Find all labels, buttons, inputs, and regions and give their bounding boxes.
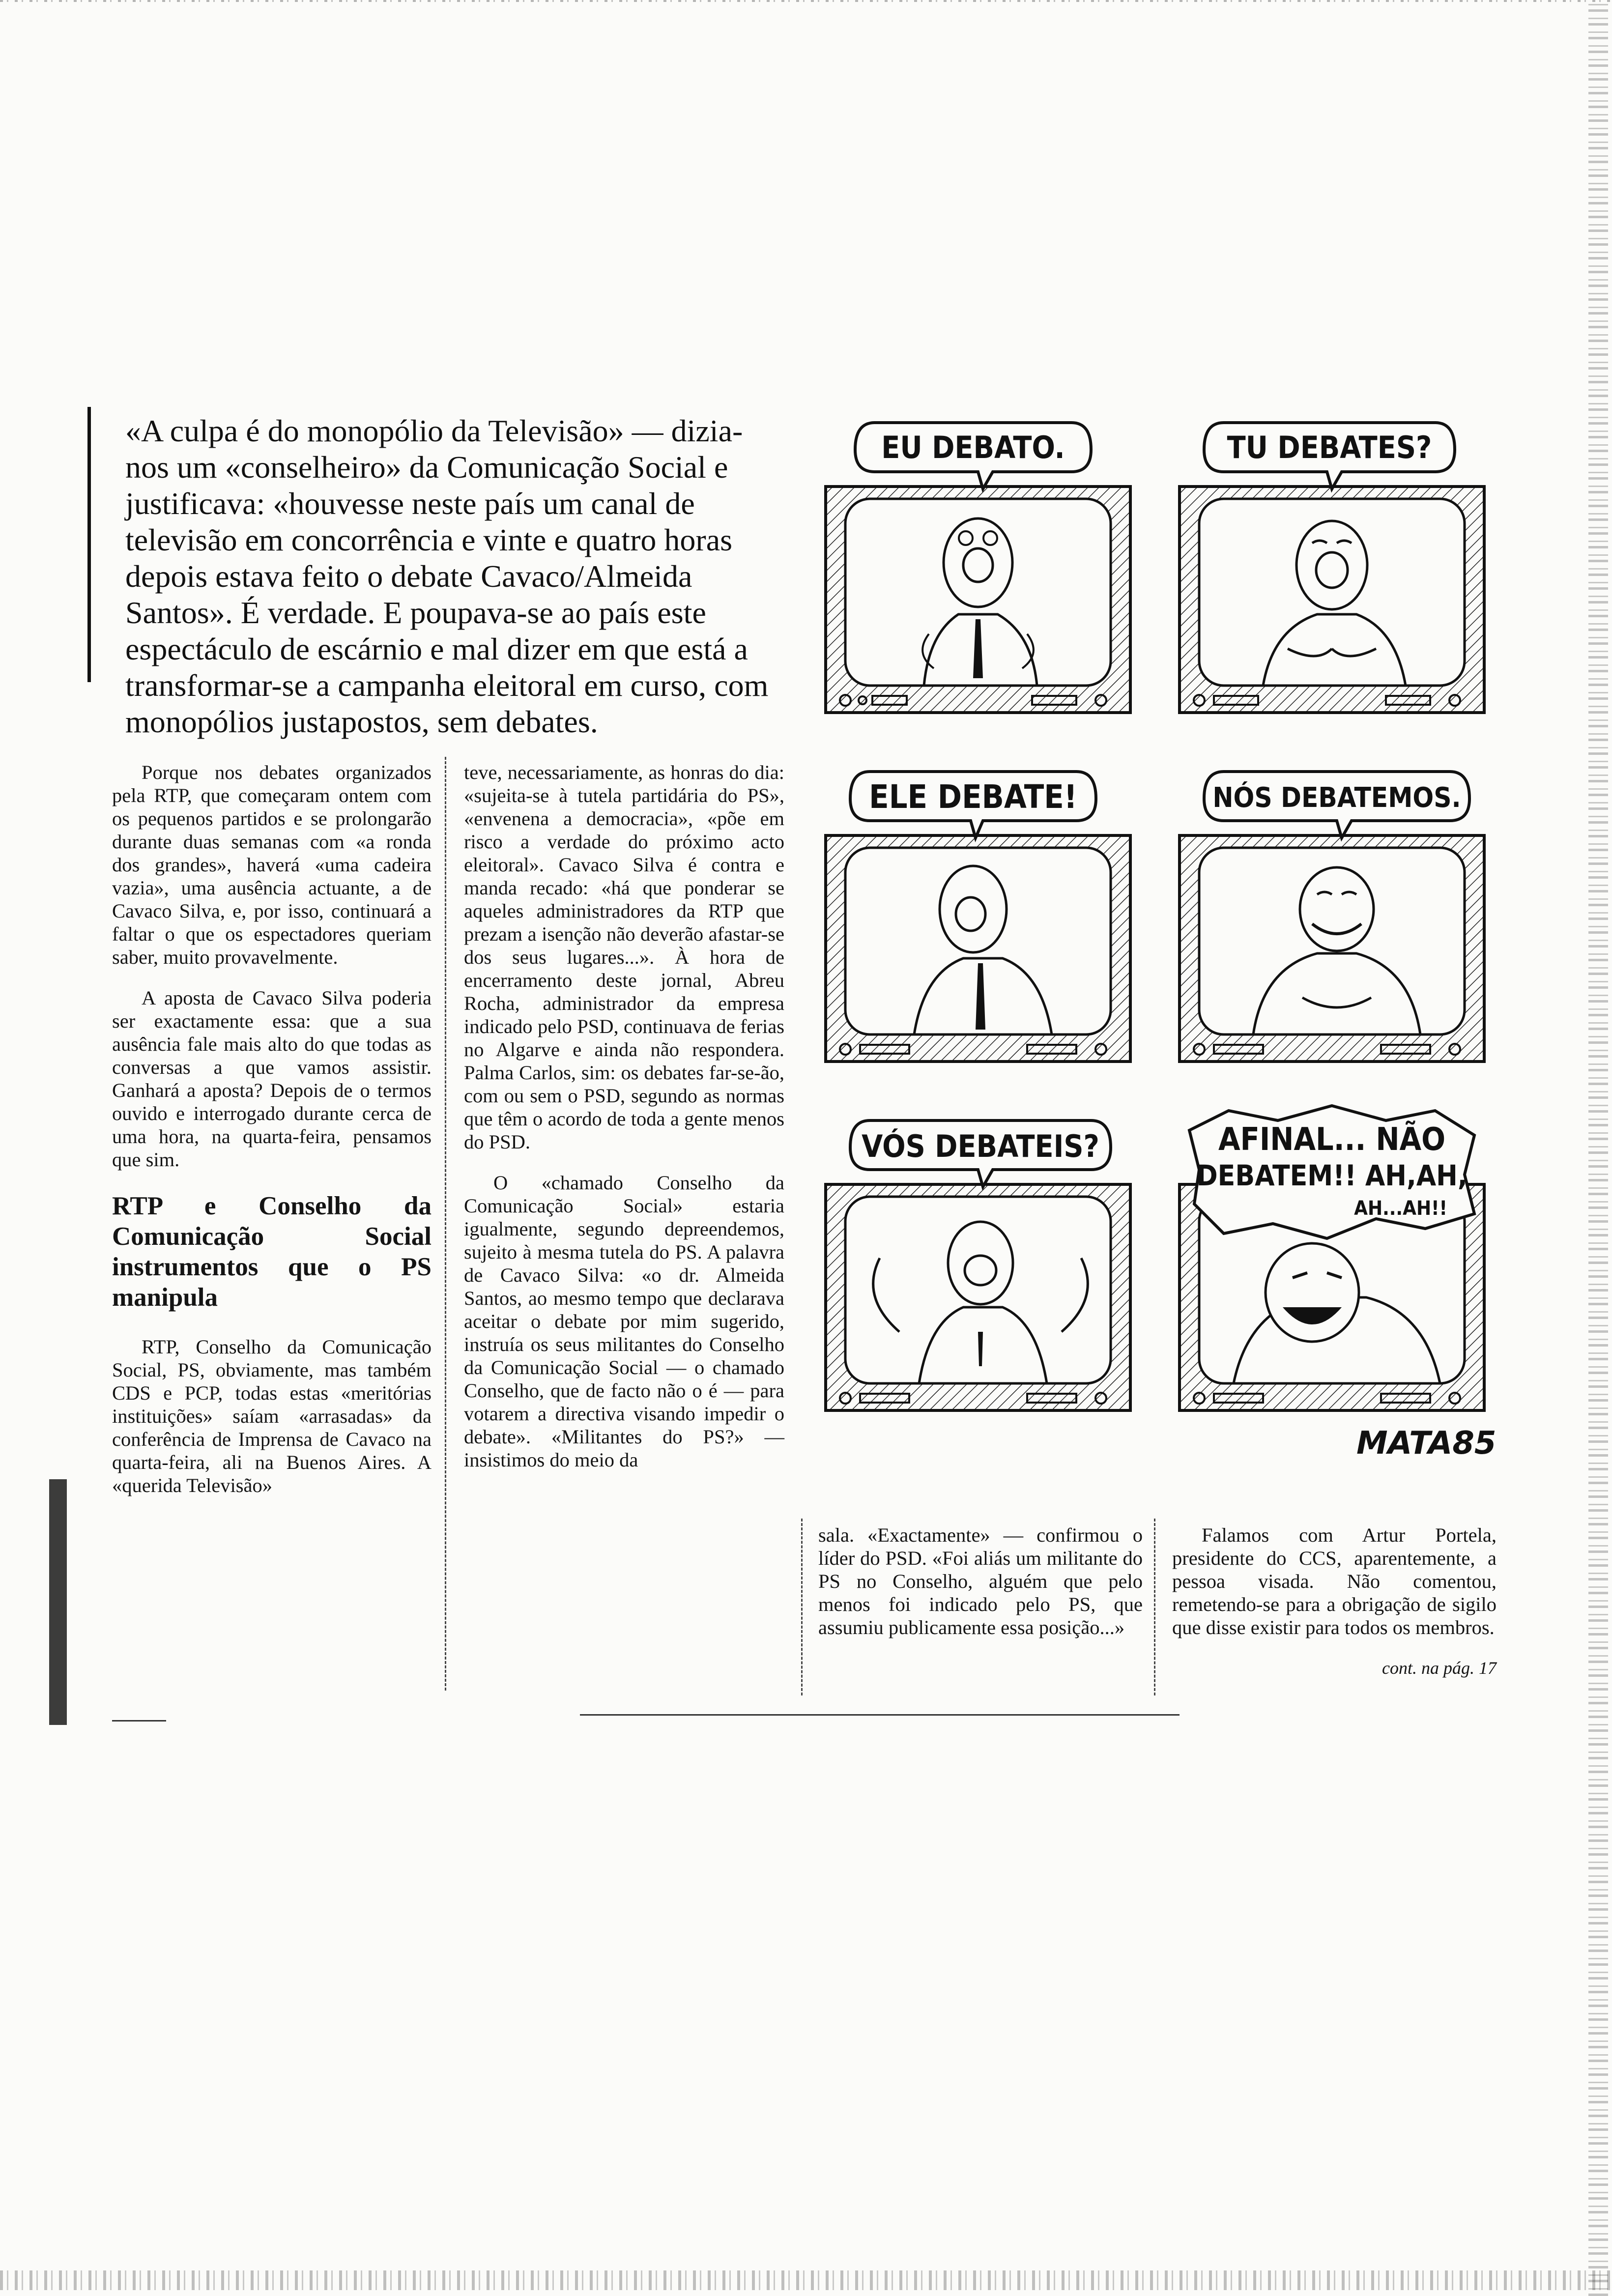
cartoon-panel-3 (816, 752, 1140, 1066)
column-separator-2 (801, 1519, 803, 1695)
article-subheading: RTP e Conselho da Comunicação Social instrumentos que o PS manipula (112, 1192, 432, 1312)
article-column-3 (818, 1523, 1143, 1657)
article-column-4 (1172, 1523, 1497, 1680)
column1-paragraph-2: A aposta de Cavaco Silva poderia ser exactamente essa: que a sua ausência fale mais alto do que todas as conversas a que vamos assistir. Ganhará a aposta? Depois de o termos ouvido e interrogado durante cerca de uma hora, na quarta-feira, pensamos que sim. (112, 987, 432, 1171)
cartoon-panel-6 (1170, 1101, 1494, 1415)
bubble-text-6a: AFINAL... NÃO (1218, 1121, 1446, 1158)
cartoonist-signature: MATA85 (1356, 1425, 1497, 1462)
bubble-text-2: TU DEBATES? (1227, 430, 1432, 465)
cartoon-panel-2 (1170, 403, 1494, 718)
column1-paragraph-3: RTP, Conselho da Comunicação Social, PS, obviamente, mas também CDS e PCP, todas estas «meritórias instituições» saíam «arrasadas» da conferência de Imprensa de Cavaco na quarta-feira, ali na Buenos Aires. A «querida Televisão» (112, 1336, 432, 1496)
lead-rule (87, 407, 91, 682)
continued-note: cont. na pág. 17 (1382, 1658, 1497, 1678)
lead-paragraph: «A culpa é do monopólio da Televisão» — dizia-nos um «conselheiro» da Comunicação Social e justificava: «houvesse neste país um canal de televisão em concorrência e vinte e quatro horas depois estava feito o debate Cavaco/Almeida Santos». É verdade. E poupava-se ao país este espectáculo de escárnio e mal dizer em que está a transformar-se a campanha eleitoral em curso, com monopólios justapostos, sem debates. (125, 413, 769, 739)
column3-paragraph-1: sala. «Exactamente» — confirmou o líder do PSD. «Foi aliás um militante do PS no Conselho, alguém que pelo menos foi indicado pelo PS, que assumiu publicamente essa posição...» (818, 1524, 1143, 1638)
bubble-text-6c: AH...AH!! (1354, 1197, 1447, 1220)
bubble-text-6b: DEBATEM!! AH,AH, (1196, 1159, 1468, 1192)
column1-end-rule (112, 1720, 166, 1722)
bubble-text-5: VÓS DEBATEIS? (862, 1128, 1099, 1164)
bubble-text-1: EU DEBATO. (881, 430, 1065, 465)
column-separator-3 (1154, 1519, 1155, 1695)
scan-edge-mark-left (49, 1479, 67, 1725)
bubble-text-3: ELE DEBATE! (869, 778, 1077, 816)
bubble-text-4: NÓS DEBATEMOS. (1212, 782, 1461, 814)
column2-paragraph-1: teve, necessariamente, as honras do dia: «sujeita-se à tutela partidária do PS», «envenena a democracia», «põe em risco a verdade do próximo acto eleitoral». Cavaco Silva é contra e manda recado: «há que ponderar se aqueles administradores da RTP que prezam a isenção não deverão afastar-se dos seus lugares...». À hora de encerramento deste jornal, Abreu Rocha, administrador da empresa indicado pelo PSD, continuava de ferias no Algarve e ainda não respondera. Palma Carlos, sim: os debates far-se-ão, com ou sem o PSD, segundo as normas que têm o acordo de toda a gente menos do PSD. (464, 761, 784, 1153)
scan-noise-top (0, 0, 1612, 2)
article-column-2 (464, 761, 784, 1489)
column4-paragraph-1: Falamos com Artur Portela, presidente do CCS, aparentemente, a pessoa visada. Não comentou, remetendo-se para a obrigação de sigilo que disse existir para todos os membros. (1172, 1524, 1497, 1638)
bottom-rule (580, 1714, 1180, 1716)
cartoon-panel-1 (816, 403, 1140, 718)
scan-noise-right (1588, 0, 1608, 2296)
cartoon-panel-4 (1170, 752, 1494, 1066)
cartoon-panel-5 (816, 1101, 1140, 1415)
column2-paragraph-2: O «chamado Conselho da Comunicação Social» estaria igualmente, segundo depreendemos, sujeito à mesma tutela do PS. A palavra de Cavaco Silva: «o dr. Almeida Santos, ao mesmo tempo que declarava aceitar o debate por mim sugerido, instruía os seus militantes do Conselho da Comunicação Social — o chamado Conselho, que de facto não o é — para votarem a directiva visando impedir o debate». «Militantes do PS?» — insistimos do meio da (464, 1172, 784, 1471)
column-separator-1 (445, 757, 446, 1691)
article-column-1 (112, 761, 432, 1515)
scan-noise-bottom (0, 2270, 1612, 2290)
cartoon-strip (806, 403, 1504, 1499)
column1-paragraph-1: Porque nos debates organizados pela RTP, que começaram ontem com os pequenos partidos e se prolongarão durante duas semanas com «a ronda dos grandes», haverá «uma cadeira vazia», uma ausência actuante, a de Cavaco Silva, e, por isso, continuará a faltar o que os espectadores queriam saber, muito provavelmente. (112, 761, 432, 968)
